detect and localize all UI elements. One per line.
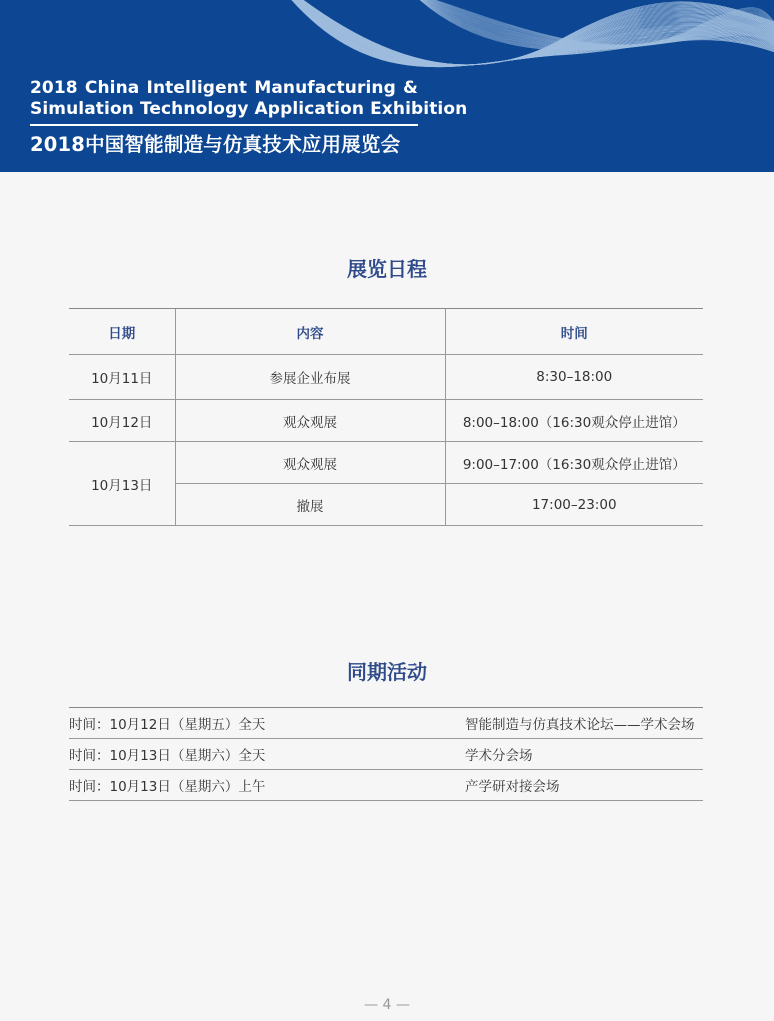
title-en-line2: Simulation Technology Application Exhibition (30, 99, 468, 119)
schedule-title: 展览日程 (347, 257, 427, 281)
activity-time: 时间：10月13日（星期六）全天 (69, 748, 266, 764)
cell-content: 观众观展 (175, 400, 445, 442)
activities-title: 同期活动 (347, 660, 427, 684)
page-number: — 4 — (364, 997, 410, 1013)
cell-content: 撤展 (175, 484, 445, 526)
schedule-table (69, 308, 703, 526)
table-row (69, 355, 703, 400)
table-header-row (69, 309, 703, 355)
header-banner (0, 0, 774, 172)
activities-list (69, 707, 703, 801)
list-item (69, 770, 703, 801)
title-cn: 2018中国智能制造与仿真技术应用展览会 (30, 133, 401, 156)
activity-name: 学术分会场 (465, 748, 533, 764)
table-row (69, 442, 703, 484)
list-item (69, 739, 703, 770)
table-row (69, 400, 703, 442)
cell-date: 10月12日 (69, 400, 175, 442)
cell-time: 8:00–18:00（16:30观众停止进馆） (445, 400, 703, 442)
title-en-word: Manufacturing (254, 78, 396, 98)
header-time: 时间 (445, 309, 703, 355)
list-item (69, 708, 703, 739)
header-date: 日期 (69, 309, 175, 355)
title-divider (30, 124, 418, 126)
cell-content: 观众观展 (175, 442, 445, 484)
title-en-word: & (403, 78, 418, 98)
cell-time: 9:00–17:00（16:30观众停止进馆） (445, 442, 703, 484)
cell-time: 8:30–18:00 (445, 355, 703, 400)
cell-content: 参展企业布展 (175, 355, 445, 400)
title-en-line1 (30, 78, 418, 99)
header-content: 内容 (175, 309, 445, 355)
activity-name: 产学研对接会场 (465, 779, 560, 795)
activity-time: 时间：10月13日（星期六）上午 (69, 779, 266, 795)
title-en-word: 2018 (30, 78, 78, 98)
cell-time: 17:00–23:00 (445, 484, 703, 526)
title-block (30, 78, 468, 158)
title-en-word: China (84, 78, 140, 98)
activity-name: 智能制造与仿真技术论坛——学术会场 (465, 717, 695, 733)
cell-date: 10月11日 (69, 355, 175, 400)
title-en-word: Intelligent (146, 78, 248, 98)
activity-time: 时间：10月12日（星期五）全天 (69, 717, 266, 733)
cell-date: 10月13日 (69, 442, 175, 526)
